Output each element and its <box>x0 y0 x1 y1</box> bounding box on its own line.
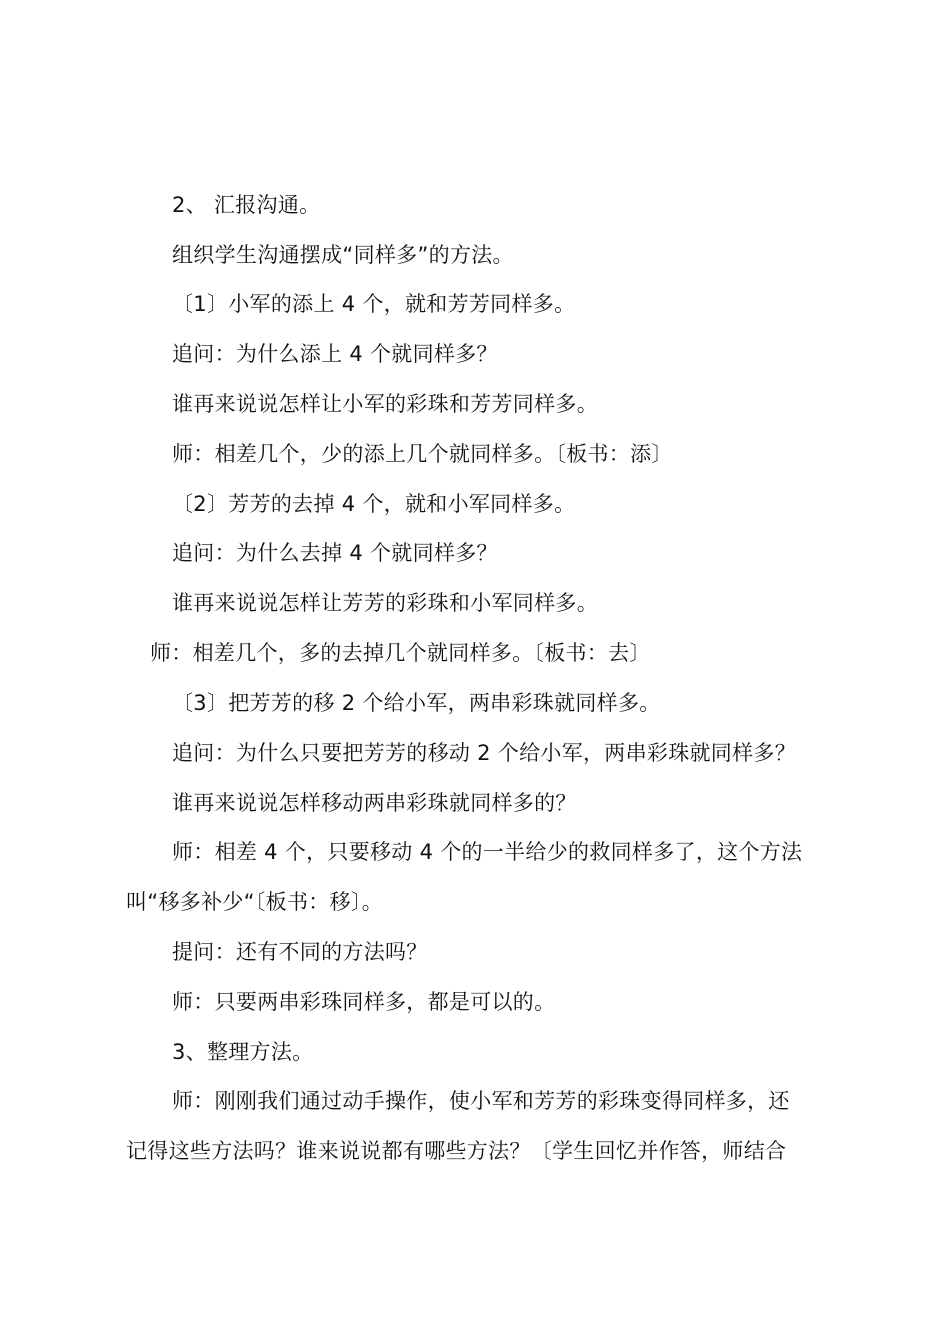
section-heading-organize: 3、整理方法。 <box>172 1040 314 1064</box>
paragraph: 追问：为什么去掉 4 个就同样多？ <box>172 541 498 565</box>
paragraph: 谁再来说说怎样让小军的彩珠和芳芳同样多。 <box>172 392 598 416</box>
paragraph: 师：相差几个，少的添上几个就同样多。〔板书：添〕 <box>172 442 673 466</box>
section-heading-report: 2、 汇报沟通。 <box>172 193 321 217</box>
paragraph: 追问：为什么只要把芳芳的移动 2 个给小军，两串彩珠就同样多？ <box>172 741 797 765</box>
paragraph: 师：相差 4 个，只要移动 4 个的一半给少的救同样多了，这个方法 <box>172 840 803 864</box>
paragraph: 师：相差几个，多的去掉几个就同样多。〔板书：去〕 <box>150 641 651 665</box>
paragraph-continuation: 叫“移多补少“〔板书：移〕。 <box>126 890 383 914</box>
paragraph: 谁再来说说怎样让芳芳的彩珠和小军同样多。 <box>172 591 598 615</box>
paragraph: 谁再来说说怎样移动两串彩珠就同样多的？ <box>172 791 577 815</box>
paragraph: 〔3〕把芳芳的移 2 个给小军，两串彩珠就同样多。 <box>172 691 661 715</box>
paragraph: 〔2〕芳芳的去掉 4 个，就和小军同样多。 <box>172 492 576 516</box>
paragraph: 〔1〕小军的添上 4 个，就和芳芳同样多。 <box>172 292 576 316</box>
paragraph-continuation: 记得这些方法吗？谁来说说都有哪些方法？〔学生回忆并作答，师结合 <box>126 1139 787 1163</box>
paragraph: 追问：为什么添上 4 个就同样多？ <box>172 342 498 366</box>
paragraph: 组织学生沟通摆成“同样多”的方法。 <box>172 243 514 267</box>
paragraph: 师：只要两串彩珠同样多，都是可以的。 <box>172 990 556 1014</box>
paragraph: 提问：还有不同的方法吗？ <box>172 940 428 964</box>
paragraph: 师：刚刚我们通过动手操作，使小军和芳芳的彩珠变得同样多，还 <box>172 1089 790 1113</box>
